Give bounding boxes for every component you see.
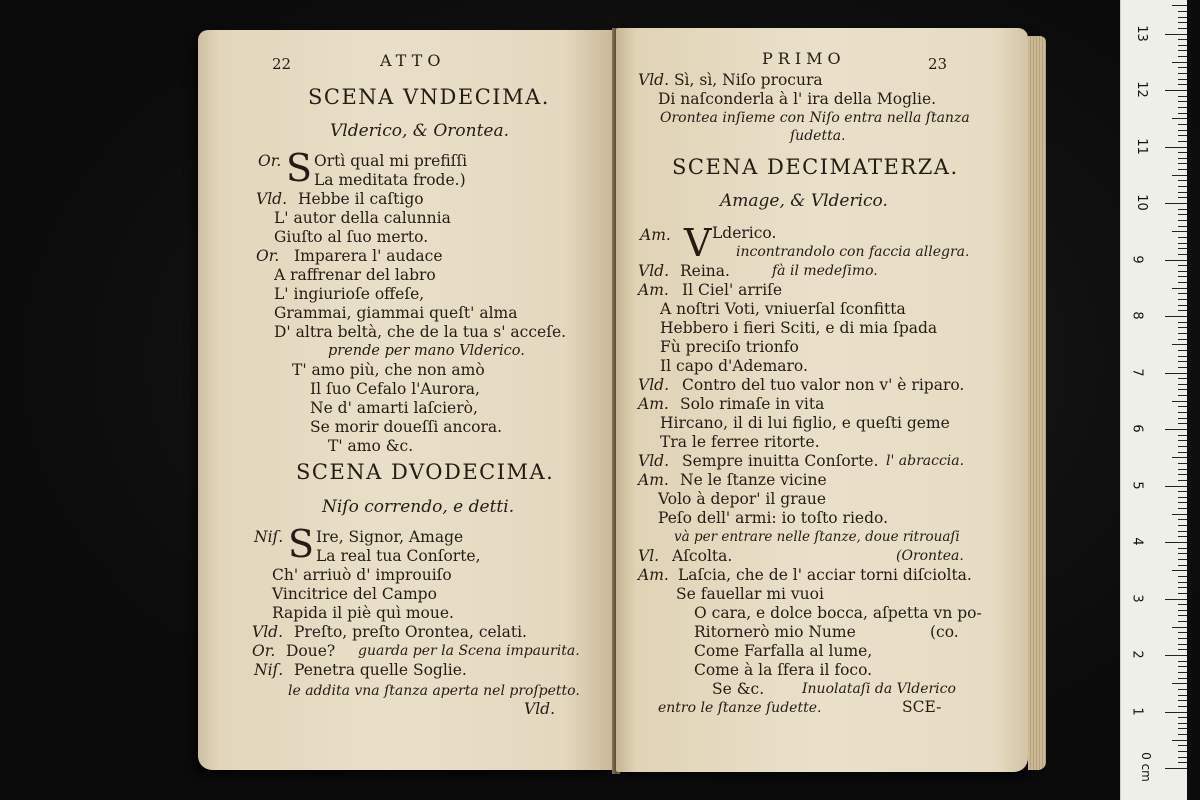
verse-line: Volo à depor' il graue <box>658 490 827 508</box>
ruler-tick <box>1178 491 1187 492</box>
measurement-ruler <box>1120 0 1187 800</box>
ruler-tick <box>1178 163 1187 164</box>
ruler-tick <box>1178 67 1187 68</box>
ruler-tick <box>1178 553 1187 554</box>
verse-line: Solo rimaſe in vita <box>680 395 825 413</box>
verse-line: Peſo dell' armi: io toſto riedo. <box>658 509 889 527</box>
ruler-number: 1 <box>1129 706 1145 716</box>
scene-title: SCENA DECIMATERZA. <box>672 155 959 179</box>
ruler-tick <box>1178 305 1187 306</box>
verse-line: Laſcia, che de l' acciar torni diſciolta. <box>678 566 972 584</box>
ruler-tick <box>1178 107 1187 108</box>
stage-direction: guarda per la Scena impaurita. <box>358 643 580 659</box>
ruler-tick <box>1178 367 1187 368</box>
page-number: 22 <box>272 55 292 73</box>
catchword: SCE- <box>902 698 942 716</box>
ruler-tick <box>1178 130 1187 131</box>
ruler-tick <box>1178 519 1187 520</box>
ruler-number: 9 <box>1129 254 1145 264</box>
ruler-tick <box>1172 175 1187 176</box>
ruler-tick <box>1178 531 1187 532</box>
verse-line: Come à la ſfera il foco. <box>694 661 873 679</box>
ruler-number: 10 <box>1133 194 1149 211</box>
ruler-tick <box>1178 593 1187 594</box>
speaker: Am. <box>638 281 669 299</box>
ruler-tick <box>1178 497 1187 498</box>
running-head: ATTO <box>380 51 446 70</box>
page-block-edge <box>1028 36 1046 770</box>
verse-line: Come Farfalla al lume, <box>694 642 873 660</box>
ruler-tick <box>1178 214 1187 215</box>
ruler-tick <box>1178 265 1187 266</box>
verse-line: Di naſconderla à l' ira della Moglie. <box>658 90 937 108</box>
ruler-tick <box>1178 28 1187 29</box>
ruler-tick <box>1172 118 1187 119</box>
verse-line: Imparera l' audace <box>294 247 443 265</box>
ruler-tick <box>1178 762 1187 763</box>
scene-characters: Niſo correndo, e detti. <box>322 497 515 517</box>
ruler-tick <box>1165 373 1187 374</box>
stage-direction: fà il medeſimo. <box>772 263 878 279</box>
stage-direction: Orontea inſieme con Niſo entra nella ſtanza <box>660 110 970 126</box>
verse-line: Il capo d'Ademaro. <box>660 357 808 375</box>
ruler-tick <box>1178 525 1187 526</box>
speaker: Or. <box>256 247 280 265</box>
ruler-tick <box>1178 322 1187 323</box>
ruler-tick <box>1178 757 1187 758</box>
ruler-tick <box>1178 158 1187 159</box>
ruler-tick <box>1178 39 1187 40</box>
ruler-tick <box>1178 644 1187 645</box>
ruler-tick <box>1178 254 1187 255</box>
ruler-tick <box>1178 418 1187 419</box>
ruler-tick <box>1178 672 1187 673</box>
speaker: Or. <box>258 152 282 170</box>
verse-line: Il Ciel' arriſe <box>682 281 783 299</box>
ruler-tick <box>1178 56 1187 57</box>
ruler-tick <box>1178 695 1187 696</box>
ruler-tick <box>1172 5 1187 6</box>
ruler-tick <box>1178 356 1187 357</box>
ruler-tick <box>1178 678 1187 679</box>
ruler-tick <box>1178 350 1187 351</box>
ruler-tick <box>1178 604 1187 605</box>
scene-characters: Amage, & Vlderico. <box>720 191 888 211</box>
ruler-tick <box>1178 96 1187 97</box>
drop-cap: S <box>288 522 315 566</box>
ruler-tick <box>1178 186 1187 187</box>
stage-direction: prende per mano Vlderico. <box>328 343 525 359</box>
ruler-tick <box>1178 50 1187 51</box>
ruler-tick <box>1178 615 1187 616</box>
verse-line: Il ſuo Cefalo l'Aurora, <box>310 380 480 398</box>
catchword: Vld. <box>524 700 555 718</box>
speaker: Vl. <box>638 547 660 565</box>
ruler-tick <box>1178 17 1187 18</box>
verse-line: Giuſto al ſuo merto. <box>274 228 429 246</box>
ruler-tick <box>1165 90 1187 91</box>
ruler-number: 4 <box>1129 537 1145 546</box>
verse-line: Rapida il piè quì moue. <box>272 604 454 622</box>
ruler-tick <box>1178 452 1187 453</box>
verse-line: Doue? <box>286 642 336 660</box>
ruler-tick <box>1165 655 1187 656</box>
ruler-tick <box>1178 293 1187 294</box>
verse-line: Reina. <box>680 262 730 280</box>
scene-title: SCENA VNDECIMA. <box>308 85 550 109</box>
ruler-tick <box>1178 423 1187 424</box>
ruler-tick <box>1172 570 1187 571</box>
verse-line: A raffrenar del labro <box>274 266 436 284</box>
ruler-tick <box>1178 508 1187 509</box>
ruler-tick <box>1178 220 1187 221</box>
verse-line: Hebbe il caſtigo <box>298 190 424 208</box>
ruler-tick <box>1178 610 1187 611</box>
ruler-tick <box>1178 101 1187 102</box>
ruler-number: 6 <box>1129 424 1145 433</box>
ruler-tick <box>1178 661 1187 662</box>
verse-line: L' autor della calunnia <box>274 209 451 227</box>
speaker-line <box>638 71 823 89</box>
ruler-tick <box>1178 310 1187 311</box>
ruler-tick <box>1178 536 1187 537</box>
ruler-number: 11 <box>1133 137 1149 155</box>
verse-line: T' amo &c. <box>328 437 414 455</box>
verse-line: A noſtri Voti, vniuerſal ſconfitta <box>660 300 906 318</box>
ruler-tick <box>1178 243 1187 244</box>
speaker: Vld. <box>252 623 283 641</box>
verse-line: Grammai, giammai queſt' alma <box>274 304 518 322</box>
ruler-tick <box>1178 706 1187 707</box>
verse-line: T' amo più, che non amò <box>292 361 485 379</box>
ruler-tick <box>1178 11 1187 12</box>
drop-cap: V <box>684 221 712 265</box>
verse-line: Se morir doueſſi ancora. <box>310 418 503 436</box>
scene-title: SCENA DVODECIMA. <box>296 460 555 484</box>
ruler-tick <box>1178 587 1187 588</box>
stage-direction: ſudetta. <box>790 128 846 144</box>
ruler-tick <box>1178 745 1187 746</box>
ruler-tick <box>1178 666 1187 667</box>
ruler-tick <box>1178 73 1187 74</box>
ruler-tick <box>1172 231 1187 232</box>
ruler-tick <box>1178 124 1187 125</box>
speaker: Vld. <box>638 376 669 394</box>
verse-line: Penetra quelle Soglie. <box>294 661 467 679</box>
ruler-tick <box>1178 728 1187 729</box>
ruler-tick <box>1178 197 1187 198</box>
ruler-tick <box>1165 599 1187 600</box>
right-page <box>616 28 1028 772</box>
ruler-tick <box>1178 621 1187 622</box>
ruler-tick <box>1172 627 1187 628</box>
ruler-tick <box>1178 559 1187 560</box>
ruler-tick <box>1178 717 1187 718</box>
page-number: 23 <box>928 55 948 73</box>
speaker: Vld. <box>638 262 669 280</box>
verse-line: L' ingiurioſe offeſe, <box>274 285 425 303</box>
ruler-tick <box>1178 378 1187 379</box>
verse-line: Ritornerò mio Nume <box>694 623 856 641</box>
ruler-tick <box>1165 260 1187 261</box>
ruler-number: 3 <box>1129 593 1145 603</box>
ruler-tick <box>1178 576 1187 577</box>
ruler-tick <box>1178 339 1187 340</box>
ruler-tick <box>1172 514 1187 515</box>
ruler-tick <box>1172 683 1187 684</box>
ruler-tick <box>1178 169 1187 170</box>
ruler-tick <box>1178 45 1187 46</box>
ruler-tick <box>1172 344 1187 345</box>
ruler-tick <box>1178 152 1187 153</box>
verse-line: O cara, e dolce bocca, aſpetta vn po- <box>694 604 982 622</box>
verse-line: Fù preciſo trionfo <box>660 338 799 356</box>
drop-cap: S <box>286 146 313 190</box>
ruler-tick <box>1178 384 1187 385</box>
speaker: Am. <box>638 471 669 489</box>
ruler-tick <box>1178 649 1187 650</box>
verse-line: Ne le ſtanze vicine <box>680 471 827 489</box>
verse-line: (co. <box>930 623 959 641</box>
ruler-tick <box>1178 327 1187 328</box>
ruler-tick <box>1178 412 1187 413</box>
ruler-tick <box>1178 299 1187 300</box>
ruler-tick <box>1178 700 1187 701</box>
ruler-tick <box>1178 276 1187 277</box>
verse-line: Ne d' amarti laſcierò, <box>310 399 478 417</box>
ruler-tick <box>1165 34 1187 35</box>
ruler-tick <box>1165 429 1187 430</box>
verse-line: Vincitrice del Campo <box>272 585 437 603</box>
ruler-tick <box>1172 740 1187 741</box>
ruler-tick <box>1178 209 1187 210</box>
ruler-tick <box>1172 288 1187 289</box>
stage-direction: Inuolataſi da Vlderico <box>802 681 956 697</box>
ruler-tick <box>1178 751 1187 752</box>
ruler-tick <box>1178 248 1187 249</box>
ruler-tick <box>1178 271 1187 272</box>
ruler-tick <box>1172 62 1187 63</box>
verse-line: Sì, sì, Niſo procura <box>673 71 823 89</box>
ruler-tick <box>1178 282 1187 283</box>
ruler-tick <box>1178 22 1187 23</box>
ruler-tick <box>1172 401 1187 402</box>
ruler-tick <box>1165 316 1187 317</box>
ruler-tick <box>1178 734 1187 735</box>
ruler-tick <box>1178 192 1187 193</box>
ruler-tick <box>1178 446 1187 447</box>
ruler-tick <box>1178 389 1187 390</box>
verse-line: Tra le ferree ritorte. <box>660 433 820 451</box>
ruler-tick <box>1178 333 1187 334</box>
ruler-tick <box>1178 582 1187 583</box>
stage-direction: le addita vna ſtanza aperta nel proſpetto. <box>288 683 580 699</box>
ruler-tick <box>1165 147 1187 148</box>
ruler-tick <box>1178 689 1187 690</box>
ruler-number: 2 <box>1129 650 1145 659</box>
speaker: Vld. <box>638 452 669 470</box>
stage-direction: (Orontea. <box>896 548 964 564</box>
ruler-tick <box>1178 632 1187 633</box>
verse-line: Aſcolta. <box>672 547 733 565</box>
ruler-tick <box>1165 712 1187 713</box>
ruler-tick <box>1178 113 1187 114</box>
ruler-number: 13 <box>1133 24 1149 42</box>
ruler-tick <box>1178 84 1187 85</box>
speaker: Am. <box>638 566 669 584</box>
speaker: Niſ. <box>254 528 284 546</box>
ruler-tick <box>1178 480 1187 481</box>
verse-line: Hircano, il di lui figlio, e queſti geme <box>660 414 950 432</box>
ruler-tick <box>1165 486 1187 487</box>
speaker: Am. <box>640 226 671 244</box>
verse-line: Ire, Signor, Amage <box>316 528 464 546</box>
speaker: Or. <box>252 642 276 660</box>
verse-line: Ch' arriuò d' improuiſo <box>272 566 452 584</box>
ruler-number: 8 <box>1129 311 1145 320</box>
ruler-tick <box>1178 135 1187 136</box>
ruler-tick <box>1178 548 1187 549</box>
verse-line: La meditata frode.) <box>314 171 466 189</box>
verse-line: Contro del tuo valor non v' è riparo. <box>682 376 965 394</box>
verse-line: Preſto, preſto Orontea, celati. <box>294 623 527 641</box>
speaker: Am. <box>638 395 669 413</box>
ruler-number: 5 <box>1129 480 1145 490</box>
ruler-tick <box>1178 406 1187 407</box>
ruler-tick <box>1178 638 1187 639</box>
ruler-tick <box>1178 474 1187 475</box>
verse-line: Hebbero i fieri Sciti, e di mia ſpada <box>660 319 938 337</box>
verse-line: Se fauellar mi vuoi <box>676 585 824 603</box>
left-page <box>198 30 614 770</box>
ruler-tick <box>1178 463 1187 464</box>
ruler-tick <box>1178 469 1187 470</box>
ruler-tick <box>1178 180 1187 181</box>
stage-direction: incontrandolo con faccia allegra. <box>736 244 970 260</box>
verse-line: D' altra beltà, che de la tua s' acceſe. <box>274 323 567 341</box>
ruler-unit-label: 0 cm <box>1138 752 1153 782</box>
verse-line: Ortì qual mi prefiſſi <box>314 152 468 170</box>
ruler-tick <box>1165 203 1187 204</box>
ruler-tick <box>1165 768 1187 769</box>
stage-direction: và per entrare nelle ſtanze, doue ritrouaſi <box>674 529 960 545</box>
ruler-tick <box>1178 361 1187 362</box>
verse-line: Sempre inuitta Conſorte. <box>682 452 879 470</box>
stage-direction: entro le ſtanze ſudette. <box>658 700 822 716</box>
scene-characters: Vlderico, & Orontea. <box>330 121 509 141</box>
ruler-tick <box>1178 395 1187 396</box>
ruler-number: 12 <box>1133 81 1149 98</box>
stage-direction: l' abraccia. <box>886 453 965 469</box>
ruler-tick <box>1178 440 1187 441</box>
ruler-tick <box>1178 723 1187 724</box>
running-head: PRIMO <box>762 49 846 68</box>
speaker: Vld. <box>256 190 287 208</box>
ruler-tick <box>1178 435 1187 436</box>
ruler-tick <box>1178 565 1187 566</box>
ruler-tick <box>1172 457 1187 458</box>
ruler-tick <box>1178 502 1187 503</box>
speaker: Vld. <box>638 71 669 89</box>
verse-line: Lderico. <box>712 224 777 242</box>
speaker: Niſ. <box>254 661 284 679</box>
ruler-tick <box>1165 542 1187 543</box>
ruler-tick <box>1178 141 1187 142</box>
ruler-tick <box>1178 237 1187 238</box>
verse-line: La real tua Conſorte, <box>316 547 481 565</box>
ruler-number: 7 <box>1129 367 1145 377</box>
ruler-tick <box>1178 226 1187 227</box>
ruler-tick <box>1178 79 1187 80</box>
verse-line: Se &c. <box>712 680 765 698</box>
